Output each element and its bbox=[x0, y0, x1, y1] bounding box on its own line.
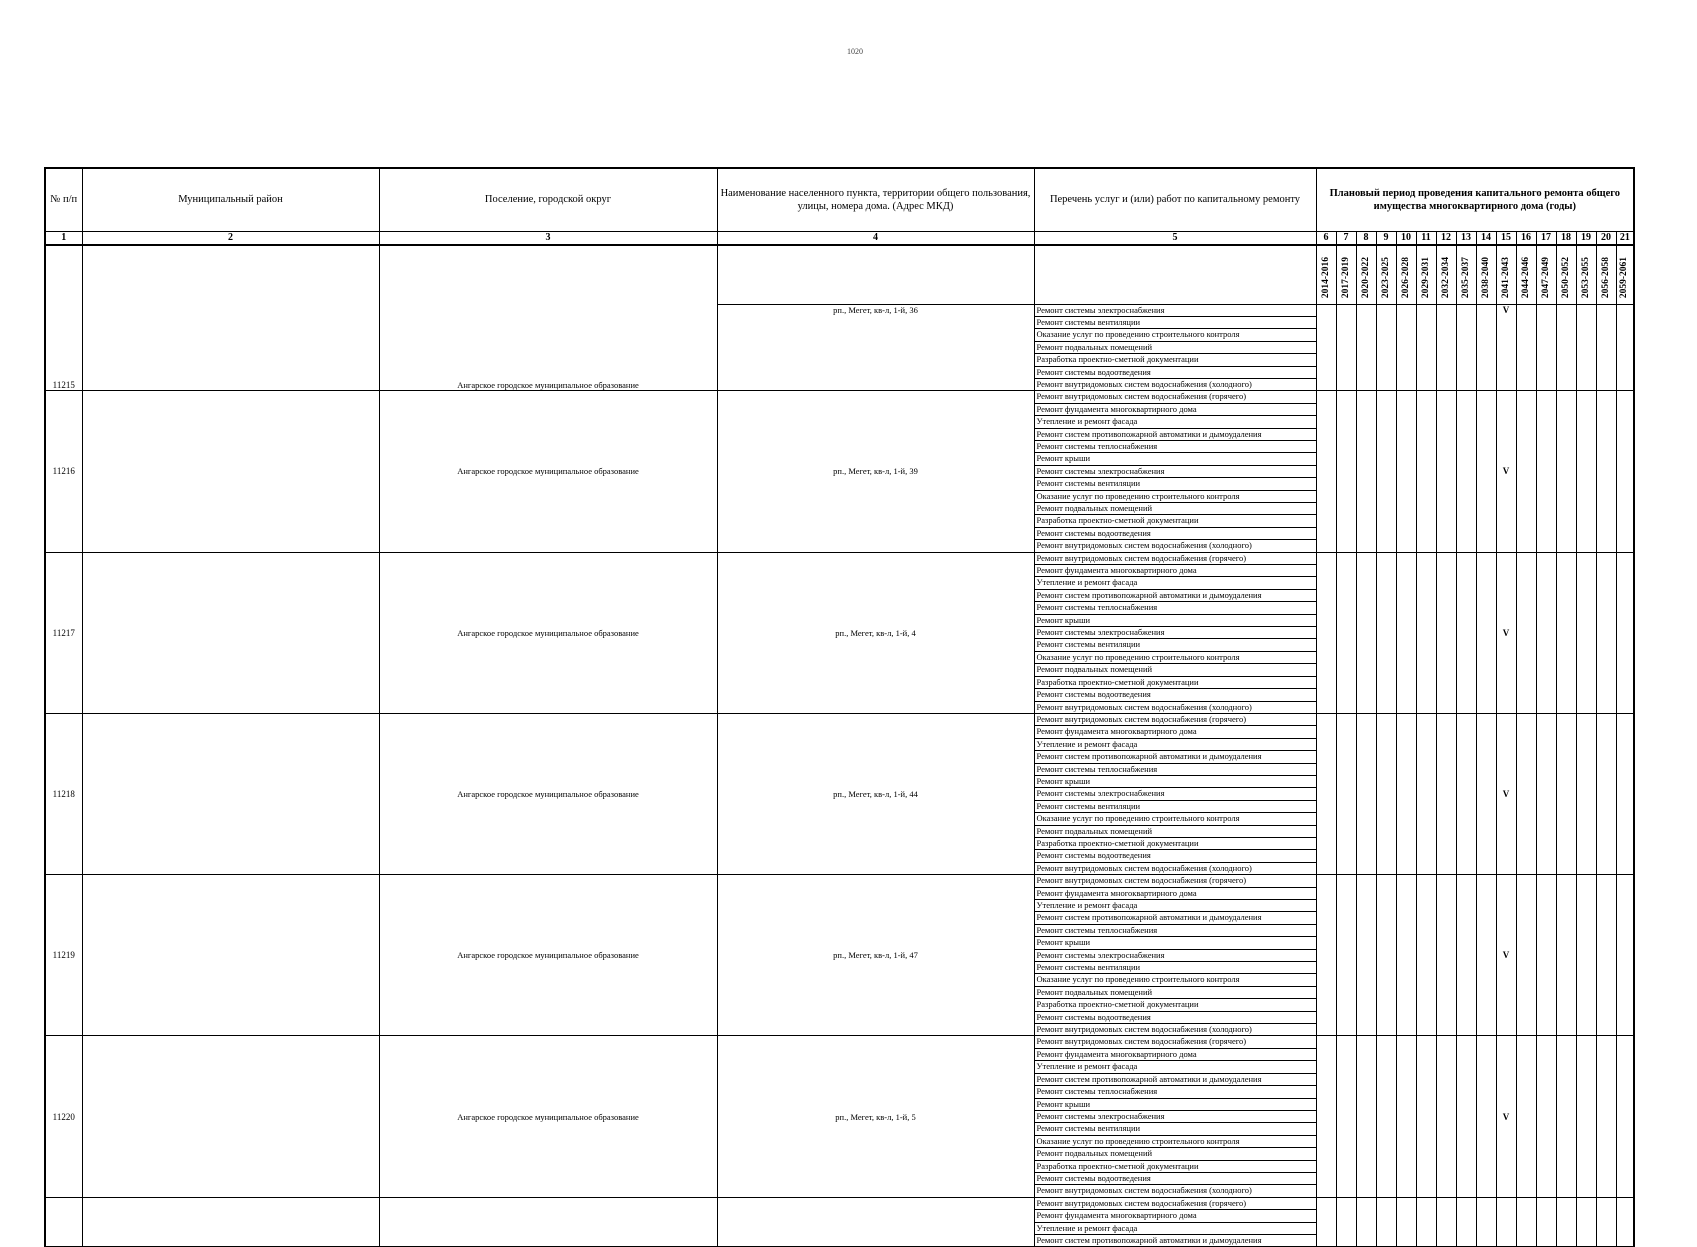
period-label: 2044-2046 bbox=[1520, 257, 1531, 299]
work-item: Оказание услуг по проведению строительного контроля bbox=[1034, 1135, 1316, 1147]
column-number: 16 bbox=[1516, 231, 1536, 245]
house-district bbox=[82, 1197, 379, 1247]
period-label: 2038-2040 bbox=[1480, 257, 1491, 299]
table-row bbox=[45, 245, 1634, 305]
house-number bbox=[45, 1197, 82, 1247]
period-cell bbox=[1356, 391, 1376, 552]
period-cell bbox=[1416, 552, 1436, 713]
period-cell bbox=[1356, 1036, 1376, 1197]
repair-mark: V bbox=[1496, 1036, 1516, 1197]
period-cell bbox=[1316, 875, 1336, 1036]
period-label: 2059-2061 bbox=[1619, 257, 1630, 299]
work-item: Ремонт крыши bbox=[1034, 775, 1316, 787]
period-cell bbox=[1356, 713, 1376, 874]
period-label: 2053-2055 bbox=[1580, 257, 1591, 299]
work-item: Ремонт системы теплоснабжения bbox=[1034, 1086, 1316, 1098]
period-cell bbox=[1536, 713, 1556, 874]
period-cell bbox=[1376, 1036, 1396, 1197]
period-cell bbox=[1356, 552, 1376, 713]
period-cell bbox=[1496, 1197, 1516, 1247]
work-item: Разработка проектно-сметной документации bbox=[1034, 999, 1316, 1011]
column-number: 14 bbox=[1476, 231, 1496, 245]
work-item: Ремонт фундамента многоквартирного дома bbox=[1034, 726, 1316, 738]
period-cell bbox=[1596, 391, 1616, 552]
period-cell bbox=[1576, 1197, 1596, 1247]
work-item: Ремонт крыши bbox=[1034, 937, 1316, 949]
house-settlement: Ангарское городское муниципальное образование bbox=[379, 875, 717, 1036]
period-cell bbox=[1576, 552, 1596, 713]
period-cell bbox=[1416, 1036, 1436, 1197]
work-item: Ремонт системы водоотведения bbox=[1034, 1011, 1316, 1023]
period-cell bbox=[1456, 304, 1476, 391]
work-item: Утепление и ремонт фасада bbox=[1034, 416, 1316, 428]
header-address: Наименование населенного пункта, территории общего пользования, улицы, номера дома. (Адрес МКД) bbox=[717, 168, 1034, 231]
house-number: 11219 bbox=[45, 875, 82, 1036]
table-row bbox=[45, 875, 1634, 887]
work-item: Ремонт системы вентиляции bbox=[1034, 316, 1316, 328]
work-item: Оказание услуг по проведению строительного контроля bbox=[1034, 974, 1316, 986]
period-cell bbox=[1516, 304, 1536, 391]
repair-mark: V bbox=[1496, 713, 1516, 874]
period-label: 2041-2043 bbox=[1500, 257, 1511, 299]
period-cell bbox=[1436, 875, 1456, 1036]
period-cell bbox=[1416, 713, 1436, 874]
period-header bbox=[1576, 245, 1596, 305]
column-number: 9 bbox=[1376, 231, 1396, 245]
work-item: Ремонт фундамента многоквартирного дома bbox=[1034, 1210, 1316, 1222]
house-settlement bbox=[379, 1197, 717, 1247]
period-cell bbox=[1436, 391, 1456, 552]
house-number: 11218 bbox=[45, 713, 82, 874]
house-address: рп., Мегет, кв-л, 1-й, 4 bbox=[717, 552, 1034, 713]
column-number: 15 bbox=[1496, 231, 1516, 245]
period-cell bbox=[1336, 1197, 1356, 1247]
period-header bbox=[1376, 245, 1396, 305]
period-cell bbox=[1396, 1197, 1416, 1247]
period-header bbox=[1356, 245, 1376, 305]
period-cell bbox=[1436, 1197, 1456, 1247]
work-item: Ремонт фундамента многоквартирного дома bbox=[1034, 565, 1316, 577]
house-address: рп., Мегет, кв-л, 1-й, 44 bbox=[717, 713, 1034, 874]
column-number: 5 bbox=[1034, 231, 1316, 245]
work-item: Разработка проектно-сметной документации bbox=[1034, 354, 1316, 366]
period-cell bbox=[1616, 875, 1634, 1036]
work-item: Разработка проектно-сметной документации bbox=[1034, 515, 1316, 527]
period-cell bbox=[1356, 875, 1376, 1036]
period-header bbox=[1436, 245, 1456, 305]
period-cell bbox=[1576, 1036, 1596, 1197]
work-item: Ремонт подвальных помещений bbox=[1034, 986, 1316, 998]
period-cell bbox=[1516, 1197, 1536, 1247]
period-cell bbox=[1476, 875, 1496, 1036]
period-header bbox=[1536, 245, 1556, 305]
column-number: 19 bbox=[1576, 231, 1596, 245]
period-cell bbox=[1596, 1197, 1616, 1247]
column-number: 10 bbox=[1396, 231, 1416, 245]
work-item: Ремонт системы водоотведения bbox=[1034, 366, 1316, 378]
period-cell bbox=[1376, 1197, 1396, 1247]
work-item: Ремонт системы теплоснабжения bbox=[1034, 602, 1316, 614]
work-item: Ремонт систем противопожарной автоматики и дымоудаления bbox=[1034, 912, 1316, 924]
page-number: 1020 bbox=[847, 47, 863, 56]
period-cell bbox=[1376, 552, 1396, 713]
period-header bbox=[1516, 245, 1536, 305]
table-row bbox=[45, 713, 1634, 725]
period-cell bbox=[1376, 875, 1396, 1036]
work-item: Ремонт системы вентиляции bbox=[1034, 1123, 1316, 1135]
period-cell bbox=[1556, 304, 1576, 391]
work-item: Ремонт системы вентиляции bbox=[1034, 800, 1316, 812]
period-cell bbox=[1536, 304, 1556, 391]
period-cell bbox=[1536, 552, 1556, 713]
work-item: Ремонт системы электроснабжения bbox=[1034, 788, 1316, 800]
period-header bbox=[1316, 245, 1336, 305]
period-cell bbox=[1536, 391, 1556, 552]
period-header bbox=[1496, 245, 1516, 305]
period-label: 2014-2016 bbox=[1320, 257, 1331, 299]
period-cell bbox=[1556, 713, 1576, 874]
capital-repair-table bbox=[44, 167, 1635, 1247]
period-cell bbox=[1376, 713, 1396, 874]
work-item: Ремонт внутридомовых систем водоснабжения (холодного) bbox=[1034, 1185, 1316, 1197]
work-item: Утепление и ремонт фасада bbox=[1034, 1222, 1316, 1234]
work-item: Ремонт подвальных помещений bbox=[1034, 341, 1316, 353]
period-cell bbox=[1456, 713, 1476, 874]
period-cell bbox=[1456, 391, 1476, 552]
house-address: рп., Мегет, кв-л, 1-й, 36 bbox=[717, 304, 1034, 391]
period-cell bbox=[1456, 875, 1476, 1036]
repair-mark: V bbox=[1496, 875, 1516, 1036]
work-item: Оказание услуг по проведению строительного контроля bbox=[1034, 490, 1316, 502]
work-item: Утепление и ремонт фасада bbox=[1034, 900, 1316, 912]
period-header bbox=[1596, 245, 1616, 305]
work-item: Утепление и ремонт фасада bbox=[1034, 738, 1316, 750]
period-cell bbox=[1476, 713, 1496, 874]
work-item: Ремонт крыши bbox=[1034, 1098, 1316, 1110]
period-cell bbox=[1476, 304, 1496, 391]
repair-mark: V bbox=[1496, 391, 1516, 552]
table-row bbox=[45, 1036, 1634, 1048]
column-number: 17 bbox=[1536, 231, 1556, 245]
period-label: 2026-2028 bbox=[1400, 257, 1411, 299]
work-item: Ремонт крыши bbox=[1034, 453, 1316, 465]
work-item: Ремонт крыши bbox=[1034, 614, 1316, 626]
period-label: 2035-2037 bbox=[1460, 257, 1471, 299]
work-item: Ремонт внутридомовых систем водоснабжения (холодного) bbox=[1034, 378, 1316, 390]
work-item: Ремонт системы электроснабжения bbox=[1034, 304, 1316, 316]
period-cell bbox=[1316, 1036, 1336, 1197]
period-cell bbox=[1516, 391, 1536, 552]
work-item: Разработка проектно-сметной документации bbox=[1034, 676, 1316, 688]
period-cell bbox=[1616, 1036, 1634, 1197]
work-item: Ремонт подвальных помещений bbox=[1034, 825, 1316, 837]
period-label: 2050-2052 bbox=[1560, 257, 1571, 299]
period-cell bbox=[1556, 552, 1576, 713]
period-cell bbox=[1336, 304, 1356, 391]
column-number: 6 bbox=[1316, 231, 1336, 245]
period-cell bbox=[1316, 552, 1336, 713]
period-cell bbox=[1536, 1197, 1556, 1247]
period-cell bbox=[1536, 1036, 1556, 1197]
house-district bbox=[82, 713, 379, 874]
period-cell bbox=[1316, 391, 1336, 552]
work-item: Ремонт внутридомовых систем водоснабжения (горячего) bbox=[1034, 875, 1316, 887]
house-district bbox=[82, 875, 379, 1036]
work-item: Ремонт системы вентиляции bbox=[1034, 478, 1316, 490]
work-item: Ремонт системы вентиляции bbox=[1034, 639, 1316, 651]
period-cell bbox=[1376, 391, 1396, 552]
period-cell bbox=[1396, 713, 1416, 874]
work-item: Ремонт системы теплоснабжения bbox=[1034, 440, 1316, 452]
period-cell bbox=[1516, 552, 1536, 713]
period-cell bbox=[1416, 391, 1436, 552]
header-plan-period: Плановый период проведения капитального ремонта общего имущества многоквартирного дома (годы) bbox=[1316, 168, 1634, 231]
period-cell bbox=[1396, 391, 1416, 552]
period-cell bbox=[1316, 713, 1336, 874]
column-number: 21 bbox=[1616, 231, 1634, 245]
period-cell bbox=[1556, 875, 1576, 1036]
period-cell bbox=[1596, 713, 1616, 874]
work-item: Оказание услуг по проведению строительного контроля bbox=[1034, 329, 1316, 341]
period-header bbox=[1336, 245, 1356, 305]
period-cell bbox=[1336, 552, 1356, 713]
period-cell bbox=[1436, 552, 1456, 713]
period-header bbox=[1396, 245, 1416, 305]
column-number: 20 bbox=[1596, 231, 1616, 245]
period-label: 2020-2022 bbox=[1360, 257, 1371, 299]
period-cell bbox=[1516, 1036, 1536, 1197]
column-number: 18 bbox=[1556, 231, 1576, 245]
house-address: рп., Мегет, кв-л, 1-й, 5 bbox=[717, 1036, 1034, 1197]
work-item: Утепление и ремонт фасада bbox=[1034, 1061, 1316, 1073]
work-item: Ремонт системы водоотведения bbox=[1034, 527, 1316, 539]
period-cell bbox=[1556, 1197, 1576, 1247]
header-works: Перечень услуг и (или) работ по капитальному ремонту bbox=[1034, 168, 1316, 231]
column-number: 12 bbox=[1436, 231, 1456, 245]
house-district bbox=[82, 391, 379, 552]
period-cell bbox=[1356, 304, 1376, 391]
work-item: Ремонт внутридомовых систем водоснабжения (горячего) bbox=[1034, 1197, 1316, 1209]
period-label: 2056-2058 bbox=[1600, 257, 1611, 299]
period-cell bbox=[1516, 713, 1536, 874]
work-item: Ремонт систем противопожарной автоматики и дымоудаления bbox=[1034, 428, 1316, 440]
house-address: рп., Мегет, кв-л, 1-й, 47 bbox=[717, 875, 1034, 1036]
work-item: Ремонт внутридомовых систем водоснабжения (горячего) bbox=[1034, 1036, 1316, 1048]
period-cell bbox=[1536, 875, 1556, 1036]
period-cell bbox=[1576, 304, 1596, 391]
period-cell bbox=[1576, 391, 1596, 552]
header-settlement: Поселение, городской округ bbox=[379, 168, 717, 231]
period-label: 2047-2049 bbox=[1540, 257, 1551, 299]
period-cell bbox=[1596, 552, 1616, 713]
work-item: Ремонт системы электроснабжения bbox=[1034, 627, 1316, 639]
period-cell bbox=[1336, 713, 1356, 874]
work-item: Ремонт системы водоотведения bbox=[1034, 1172, 1316, 1184]
house-number: 11215 bbox=[45, 245, 82, 391]
table-row bbox=[45, 1197, 1634, 1209]
house-settlement: Ангарское городское муниципальное образование bbox=[379, 552, 717, 713]
house-settlement: Ангарское городское муниципальное образование bbox=[379, 1036, 717, 1197]
column-number: 7 bbox=[1336, 231, 1356, 245]
work-item: Ремонт фундамента многоквартирного дома bbox=[1034, 403, 1316, 415]
work-item: Ремонт систем противопожарной автоматики и дымоудаления bbox=[1034, 1234, 1316, 1246]
work-item: Ремонт систем противопожарной автоматики и дымоудаления bbox=[1034, 589, 1316, 601]
work-item: Ремонт системы электроснабжения bbox=[1034, 1110, 1316, 1122]
period-cell bbox=[1556, 391, 1576, 552]
work-item: Ремонт внутридомовых систем водоснабжения (холодного) bbox=[1034, 701, 1316, 713]
period-cell bbox=[1596, 875, 1616, 1036]
period-cell bbox=[1416, 304, 1436, 391]
period-cell bbox=[1556, 1036, 1576, 1197]
work-item: Ремонт фундамента многоквартирного дома bbox=[1034, 887, 1316, 899]
table-body bbox=[45, 245, 1634, 1247]
period-cell bbox=[1476, 1197, 1496, 1247]
work-item: Ремонт системы теплоснабжения bbox=[1034, 924, 1316, 936]
work-item: Разработка проектно-сметной документации bbox=[1034, 837, 1316, 849]
house-district bbox=[82, 1036, 379, 1197]
house-settlement: Ангарское городское муниципальное образование bbox=[379, 245, 717, 391]
period-cell bbox=[1616, 713, 1634, 874]
period-cell bbox=[1396, 304, 1416, 391]
repair-mark: V bbox=[1496, 304, 1516, 391]
period-cell bbox=[1456, 552, 1476, 713]
period-cell bbox=[1616, 1197, 1634, 1247]
work-item: Ремонт системы водоотведения bbox=[1034, 850, 1316, 862]
years-row-blank-works bbox=[1034, 245, 1316, 305]
work-item: Оказание услуг по проведению строительного контроля bbox=[1034, 651, 1316, 663]
house-settlement: Ангарское городское муниципальное образование bbox=[379, 713, 717, 874]
column-number: 3 bbox=[379, 231, 717, 245]
work-item: Ремонт внутридомовых систем водоснабжения (горячего) bbox=[1034, 391, 1316, 403]
period-cell bbox=[1396, 552, 1416, 713]
period-cell bbox=[1336, 875, 1356, 1036]
period-cell bbox=[1616, 552, 1634, 713]
work-item: Ремонт подвальных помещений bbox=[1034, 664, 1316, 676]
work-item: Ремонт систем противопожарной автоматики и дымоудаления bbox=[1034, 1073, 1316, 1085]
period-label: 2017-2019 bbox=[1340, 257, 1351, 299]
column-number-row bbox=[45, 231, 1634, 245]
period-cell bbox=[1576, 713, 1596, 874]
table-row bbox=[45, 552, 1634, 564]
house-district bbox=[82, 245, 379, 391]
work-item: Ремонт внутридомовых систем водоснабжения (холодного) bbox=[1034, 862, 1316, 874]
period-cell bbox=[1436, 713, 1456, 874]
house-settlement: Ангарское городское муниципальное образование bbox=[379, 391, 717, 552]
work-item: Ремонт внутридомовых систем водоснабжения (горячего) bbox=[1034, 713, 1316, 725]
period-cell bbox=[1476, 552, 1496, 713]
work-item: Ремонт системы теплоснабжения bbox=[1034, 763, 1316, 775]
column-number: 2 bbox=[82, 231, 379, 245]
house-number: 11216 bbox=[45, 391, 82, 552]
period-cell bbox=[1616, 391, 1634, 552]
period-cell bbox=[1436, 304, 1456, 391]
period-label: 2023-2025 bbox=[1380, 257, 1391, 299]
period-cell bbox=[1616, 304, 1634, 391]
period-cell bbox=[1336, 1036, 1356, 1197]
house-district bbox=[82, 552, 379, 713]
period-header bbox=[1416, 245, 1436, 305]
house-address: рп., Мегет, кв-л, 1-й, 39 bbox=[717, 391, 1034, 552]
period-cell bbox=[1396, 875, 1416, 1036]
period-header bbox=[1476, 245, 1496, 305]
column-number: 4 bbox=[717, 231, 1034, 245]
work-item: Ремонт внутридомовых систем водоснабжения (холодного) bbox=[1034, 540, 1316, 552]
period-label: 2032-2034 bbox=[1440, 257, 1451, 299]
column-number: 1 bbox=[45, 231, 82, 245]
period-cell bbox=[1516, 875, 1536, 1036]
period-header bbox=[1456, 245, 1476, 305]
period-cell bbox=[1456, 1036, 1476, 1197]
period-cell bbox=[1416, 875, 1436, 1036]
repair-mark: V bbox=[1496, 552, 1516, 713]
work-item: Оказание услуг по проведению строительного контроля bbox=[1034, 813, 1316, 825]
work-item: Ремонт внутридомовых систем водоснабжения (горячего) bbox=[1034, 552, 1316, 564]
period-cell bbox=[1316, 304, 1336, 391]
period-cell bbox=[1476, 391, 1496, 552]
house-number: 11220 bbox=[45, 1036, 82, 1197]
work-item: Ремонт фундамента многоквартирного дома bbox=[1034, 1048, 1316, 1060]
period-header bbox=[1616, 245, 1634, 305]
period-cell bbox=[1416, 1197, 1436, 1247]
column-number: 13 bbox=[1456, 231, 1476, 245]
years-row-blank-address bbox=[717, 245, 1034, 305]
work-item: Разработка проектно-сметной документации bbox=[1034, 1160, 1316, 1172]
work-item: Ремонт подвальных помещений bbox=[1034, 503, 1316, 515]
work-item: Ремонт систем противопожарной автоматики и дымоудаления bbox=[1034, 751, 1316, 763]
period-cell bbox=[1316, 1197, 1336, 1247]
column-number: 11 bbox=[1416, 231, 1436, 245]
period-cell bbox=[1396, 1036, 1416, 1197]
column-number: 8 bbox=[1356, 231, 1376, 245]
period-cell bbox=[1596, 1036, 1616, 1197]
work-item: Ремонт внутридомовых систем водоснабжения (холодного) bbox=[1034, 1024, 1316, 1036]
period-cell bbox=[1376, 304, 1396, 391]
header-district: Муниципальный район bbox=[82, 168, 379, 231]
period-cell bbox=[1456, 1197, 1476, 1247]
period-cell bbox=[1356, 1197, 1376, 1247]
work-item: Ремонт системы электроснабжения bbox=[1034, 465, 1316, 477]
table-row bbox=[45, 391, 1634, 403]
period-header bbox=[1556, 245, 1576, 305]
house-address bbox=[717, 1197, 1034, 1247]
period-cell bbox=[1576, 875, 1596, 1036]
house-number: 11217 bbox=[45, 552, 82, 713]
period-cell bbox=[1476, 1036, 1496, 1197]
period-cell bbox=[1336, 391, 1356, 552]
period-cell bbox=[1436, 1036, 1456, 1197]
period-label: 2029-2031 bbox=[1420, 257, 1431, 299]
work-item: Утепление и ремонт фасада bbox=[1034, 577, 1316, 589]
work-item: Ремонт системы вентиляции bbox=[1034, 962, 1316, 974]
work-item: Ремонт системы водоотведения bbox=[1034, 689, 1316, 701]
work-item: Ремонт подвальных помещений bbox=[1034, 1148, 1316, 1160]
header-num: № п/п bbox=[45, 168, 82, 231]
work-item: Ремонт системы электроснабжения bbox=[1034, 949, 1316, 961]
period-cell bbox=[1596, 304, 1616, 391]
